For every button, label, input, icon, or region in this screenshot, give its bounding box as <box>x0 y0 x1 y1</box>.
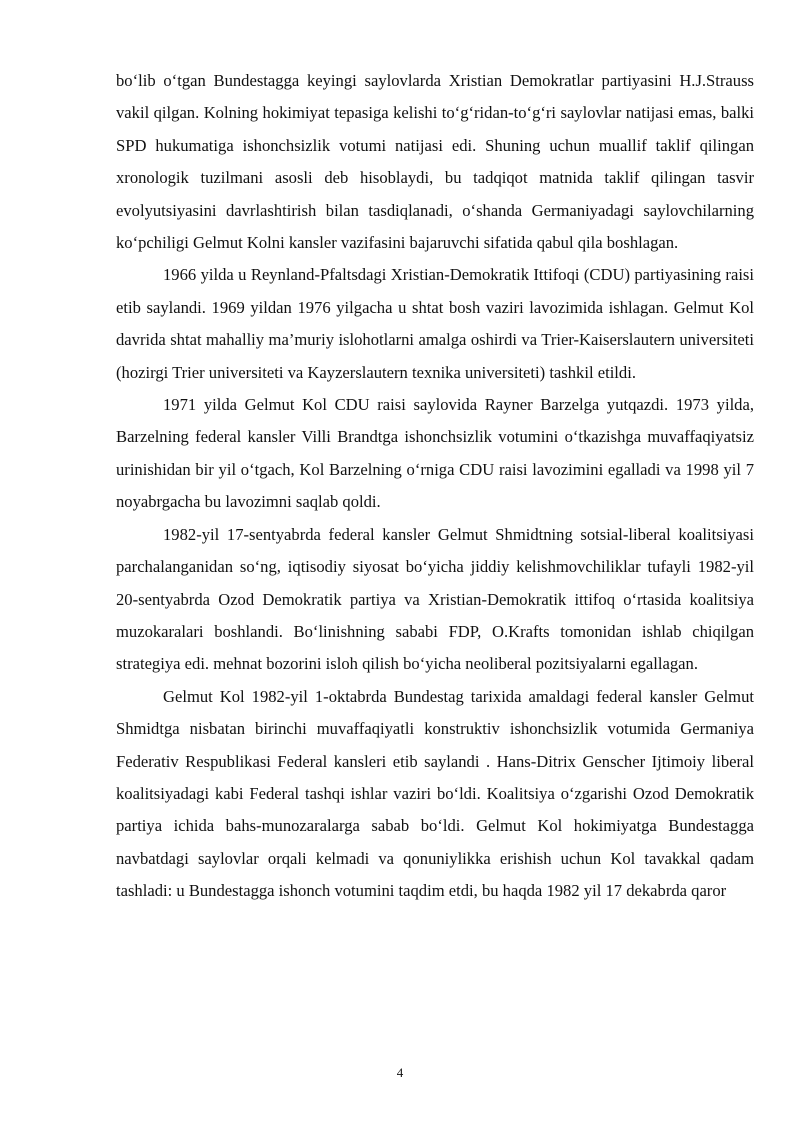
paragraph-2: 1966 yilda u Reynland-Pfaltsdagi Xristian-Demokratik Ittifoqi (CDU) partiyasining raisi etib saylandi. 1969 yildan 1976 yilgacha u shtat bosh vaziri lavozimida ishlagan. Gelmut Kol davrida shtat mahalliy ma’muriy islohotlarni amalga oshirdi va Trier-Kaiserslautern universiteti (hozirgi Trier universiteti va Kayzerslautern texnika universiteti) tashkil etildi. <box>116 265 754 382</box>
document-page <box>116 65 754 908</box>
paragraph-4: 1982-yil 17-sentyabrda federal kansler Gelmut Shmidtning sotsial-liberal koalitsiyasi parchalanganidan so‘ng, iqtisodiy siyosat bo‘yicha jiddiy kelishmovchiliklar tufayli 1982-yil 20-sentyabrda Ozod Demokratik partiya va Xristian-Demokratik ittifoq o‘rtasida koalitsiya muzokaralari boshlandi. Bo‘linishning sababi FDP, O.Krafts tomonidan ishlab chiqilgan strategiya edi. mehnat bozorini isloh qilish bo‘yicha neoliberal pozitsiyalarni egallagan. <box>116 524 754 674</box>
paragraph-5: Gelmut Kol 1982-yil 1-oktabrda Bundestag tarixida amaldagi federal kansler Gelmut Shmidtga nisbatan birinchi muvaffaqiyatli konstruktiv ishonchsizlik votumida Germaniya Federativ Respublikasi Federal kansleri etib saylandi . Hans-Ditrix Genscher Ijtimoiy liberal koalitsiyadagi kabi Federal tashqi ishlar vaziri bo‘ldi. Koalitsiya o‘zgarishi Ozod Demokratik partiya ichida bahs-munozaralarga sabab bo‘ldi. Gelmut Kol hokimiyatga Bundestagga navbatdagi saylovlar orqali kelmadi va qonuniylikka erishish uchun Kol tavakkal qadam tashladi: u Bundestagga ishonch votumini taqdim etdi, bu haqda 1982 yil 17 dekabrda qaror <box>116 686 754 901</box>
paragraph-1: bo‘lib o‘tgan Bundestagga keyingi saylovlarda Xristian Demokratlar partiyasini H.J.Strauss vakil qilgan. Kolning hokimiyat tepasiga kelishi to‘g‘ridan-to‘g‘ri saylovlar natijasi emas, balki SPD hukumatiga ishonchsizlik votumi natijasi edi. Shuning uchun muallif taklif qilingan xronologik tuzilmani asosli deb hisoblaydi, bu tadqiqot matnida taklif qilingan tasvir evolyutsiyasini davrlashtirish bilan tasdiqlanadi, o‘shanda Germaniyadagi saylovchilarning ko‘pchiligi Gelmut Kolni kansler vazifasini bajaruvchi sifatida qabul qila boshlagan. <box>116 71 754 253</box>
paragraph-3: 1971 yilda Gelmut Kol CDU raisi saylovida Rayner Barzelga yutqazdi. 1973 yilda, Barzelning federal kansler Villi Brandtga ishonchsizlik votumini o‘tkazishga muvaffaqiyatsiz urinishidan bir yil o‘tgach, Kol Barzelning o‘rniga CDU raisi lavozimini egalladi va 1998 yil 7 noyabrgacha bu lavozimni saqlab qoldi. <box>116 395 754 512</box>
page-number: 4 <box>396 1065 404 1080</box>
